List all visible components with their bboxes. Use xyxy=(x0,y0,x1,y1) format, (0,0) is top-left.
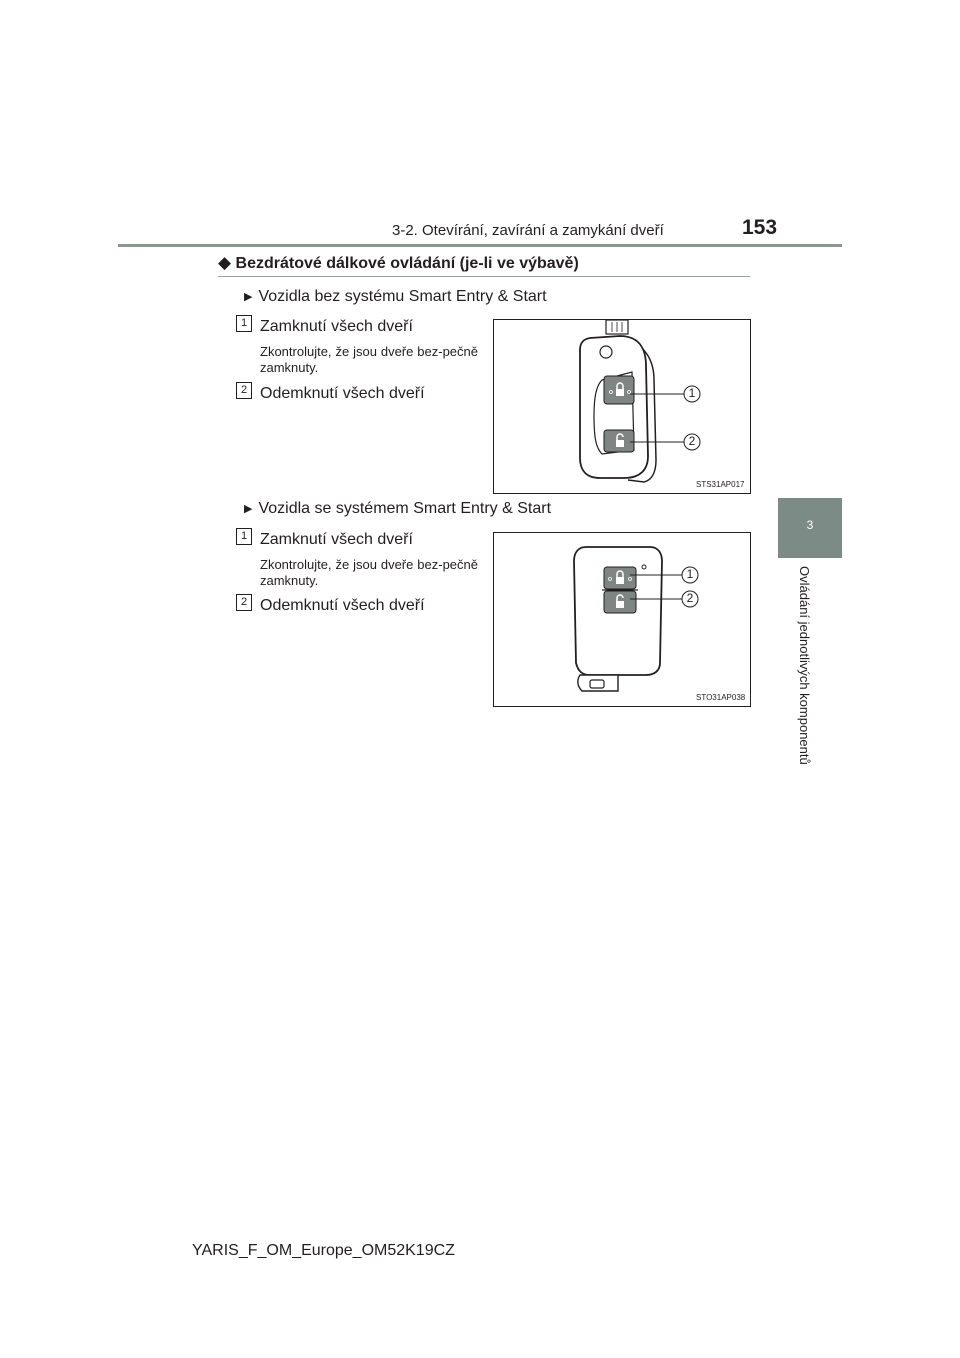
chapter-side-title: Ovládání jednotlivých komponentů xyxy=(797,566,812,765)
flip-key-illustration xyxy=(494,320,750,493)
section-rule xyxy=(218,276,750,277)
subsection-heading-text: Vozidla se systémem Smart Entry & Start xyxy=(258,500,552,517)
item-note: Zkontrolujte, že jsou dveře bez-pečně zamknuty. xyxy=(260,344,478,375)
triangle-bullet-icon: ▶ xyxy=(244,503,253,515)
running-header: 3-2. Otevírání, zavírání a zamykání dveří xyxy=(392,222,664,239)
item-number-badge: 1 xyxy=(236,528,252,545)
subsection-heading-1 xyxy=(244,288,547,306)
figure-callout: 2 xyxy=(686,591,694,605)
smart-key-illustration xyxy=(494,533,750,706)
item-note: Zkontrolujte, že jsou dveře bez-pečně zamknuty. xyxy=(260,557,478,588)
figure-callout: 1 xyxy=(688,386,696,400)
section-heading xyxy=(218,253,579,273)
item-label: Zamknutí všech dveří xyxy=(260,531,413,548)
document-footer: YARIS_F_OM_Europe_OM52K19CZ xyxy=(192,1242,455,1259)
item-label: Zamknutí všech dveří xyxy=(260,318,413,335)
section-heading-text: Bezdrátové dálkové ovládání (je-li ve výbavě) xyxy=(235,255,579,272)
header-rule xyxy=(118,244,842,247)
subsection-heading-text: Vozidla bez systému Smart Entry & Start xyxy=(258,288,547,305)
diamond-icon: ◆ xyxy=(218,253,232,272)
figure-flip-key xyxy=(493,319,751,494)
figure-code: STS31AP017 xyxy=(696,480,745,489)
item-number-badge: 2 xyxy=(236,382,252,399)
chapter-tab-number: 3 xyxy=(806,518,814,532)
figure-callout: 1 xyxy=(686,567,694,581)
item-label: Odemknutí všech dveří xyxy=(260,385,425,402)
item-label: Odemknutí všech dveří xyxy=(260,597,425,614)
figure-code: STO31AP038 xyxy=(696,693,746,702)
triangle-bullet-icon: ▶ xyxy=(244,291,253,303)
figure-smart-key xyxy=(493,532,751,707)
figure-callout: 2 xyxy=(688,434,696,448)
page-number: 153 xyxy=(742,216,778,239)
item-number-badge: 1 xyxy=(236,315,252,332)
subsection-heading-2 xyxy=(244,500,551,518)
item-number-badge: 2 xyxy=(236,594,252,611)
